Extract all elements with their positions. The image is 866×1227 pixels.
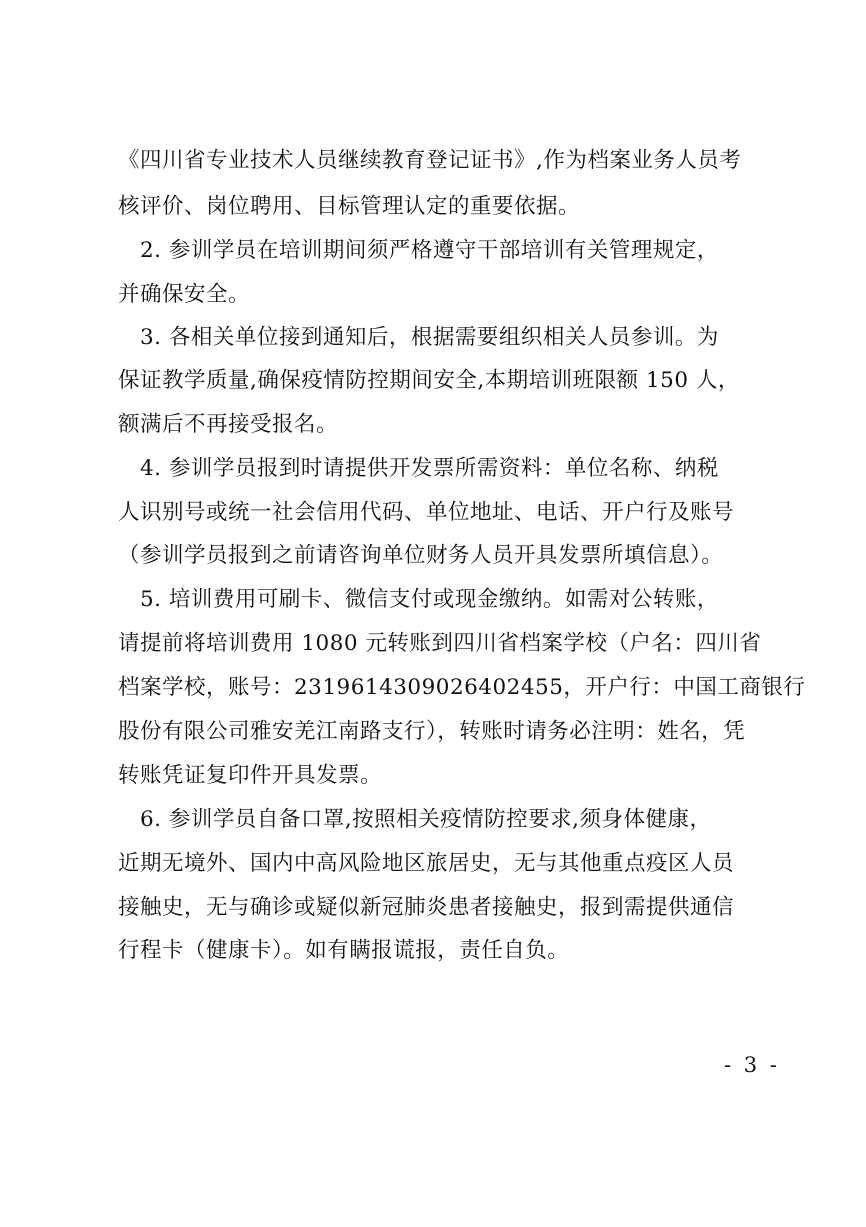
text-line: 股份有限公司雅安羌江南路支行），转账时请务必注明：姓名，凭 [118,719,746,744]
text-line: 接触史，无与确诊或疑似新冠肺炎患者接触史，报到需提供通信 [118,895,735,920]
page-number: - 3 - [724,1053,780,1077]
text-line: 核评价、岗位聘用、目标管理认定的重要依据。 [118,194,581,219]
text-line: 人识别号或统一社会信用代码、单位地址、电话、开户行及账号 [118,500,735,525]
text-line: 5. 培训费用可刷卡、微信支付或现金缴纳。如需对公转账， [118,587,719,612]
text-line: 并确保安全。 [118,282,251,307]
text-line: 6. 参训学员自备口罩,按照相关疫情防控要求,须身体健康， [118,807,712,832]
text-line: 请提前将培训费用 1080 元转账到四川省档案学校（户名：四川省 [118,631,762,656]
text-line: 档案学校，账号：2319614309026402455，开户行：中国工商银行 [118,675,806,700]
text-line: 4. 参训学员报到时请提供开发票所需资料：单位名称、纳税 [118,456,719,481]
text-line: 转账凭证复印件开具发票。 [118,763,383,788]
text-line: 保证教学质量,确保疫情防控期间安全,本期培训班限额 150 人， [118,368,740,393]
text-line: 《四川省专业技术人员继续教育登记证书》,作为档案业务人员考 [118,148,742,173]
text-line: 3. 各相关单位接到通知后，根据需要组织相关人员参训。为 [118,325,719,350]
text-line: 行程卡（健康卡）。如有瞒报谎报，责任自负。 [118,938,570,963]
text-line: 2. 参训学员在培训期间须严格遵守干部培训有关管理规定， [118,238,719,263]
text-line: 近期无境外、国内中高风险地区旅居史，无与其他重点疫区人员 [118,851,735,876]
text-line: （参训学员报到之前请咨询单位财务人员开具发票所填信息）。 [118,543,724,568]
text-line: 额满后不再接受报名。 [118,412,339,437]
